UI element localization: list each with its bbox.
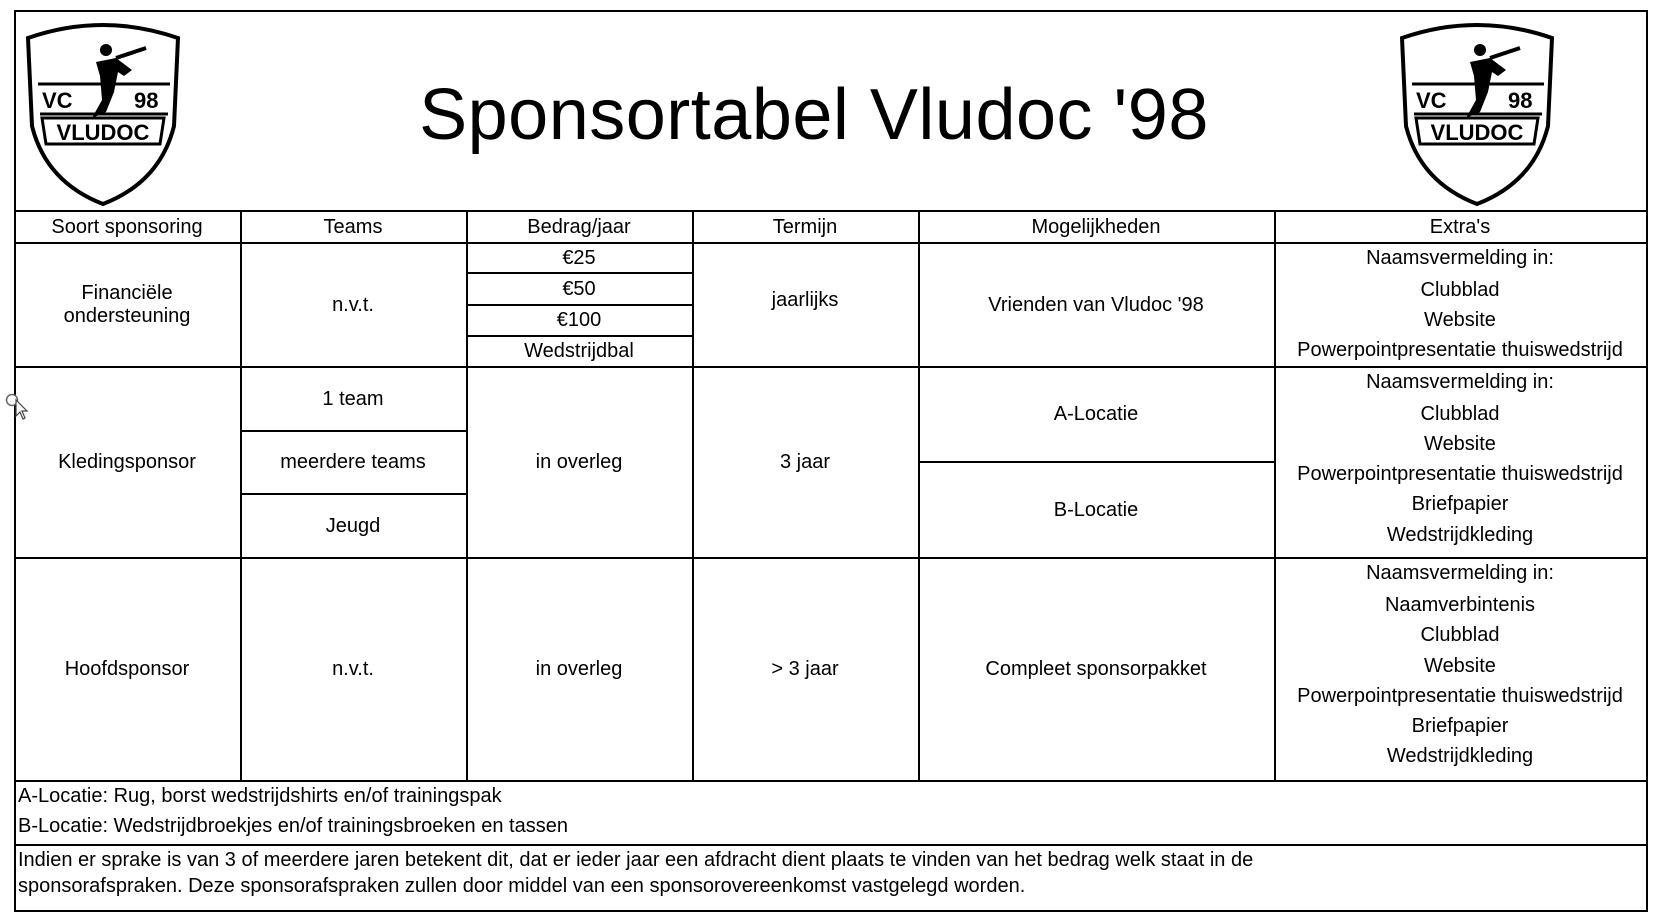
amount-cell: Wedstrijdbal — [524, 340, 634, 362]
header-teams: Teams — [323, 215, 383, 238]
extras-item: Naamsvermelding in: — [1366, 561, 1554, 584]
row-clothing-term: 3 jaar — [779, 451, 831, 473]
row-financial-teams: n.v.t. — [332, 293, 374, 316]
row-financial-term: jaarlijks — [771, 288, 839, 311]
extras-item: Briefpapier — [1411, 714, 1509, 737]
logo-text: VC — [42, 88, 73, 113]
extras-item: Website — [1424, 308, 1496, 331]
logo-text: VLUDOC — [56, 120, 150, 145]
row-financial-type: Financiële ondersteuning — [63, 282, 191, 327]
row-main-options: Compleet sponsorpakket — [985, 658, 1207, 680]
extras-item: Briefpapier — [1411, 492, 1509, 515]
option-cell: B-Locatie — [1053, 498, 1139, 521]
logo-text: 98 — [1508, 88, 1533, 113]
option-cell: A-Locatie — [1053, 403, 1139, 425]
row-financial-options: Vrienden van Vludoc '98 — [988, 293, 1204, 316]
team-cell: 1 team — [322, 387, 384, 410]
header-extras: Extra's — [1429, 215, 1491, 238]
amount-cell: €25 — [562, 246, 596, 269]
mouse-cursor-icon — [4, 392, 30, 420]
extras-item: Clubblad — [1420, 623, 1500, 646]
logo-text: VLUDOC — [1430, 120, 1524, 145]
extras-item: Website — [1424, 432, 1496, 455]
extras-item: Wedstrijdkleding — [1386, 523, 1534, 546]
row-clothing-type: Kledingsponsor — [58, 451, 196, 473]
header-bedrag: Bedrag/jaar — [527, 215, 631, 238]
club-logo-right — [1394, 14, 1560, 210]
note-a-location: A-Locatie: Rug, borst wedstrijdshirts en/of trainingspak — [18, 785, 502, 807]
team-cell: Jeugd — [325, 514, 381, 537]
header-mogelijkheden: Mogelijkheden — [1031, 215, 1161, 238]
team-cell: meerdere teams — [280, 451, 426, 473]
logo-text: VC — [1416, 88, 1447, 113]
sponsor-table-sheet — [14, 10, 1646, 910]
row-main-type: Hoofdsponsor — [64, 658, 190, 680]
extras-item: Powerpointpresentatie thuiswedstrijd — [1297, 462, 1623, 485]
footer-note-line: sponsorafspraken. Deze sponsorafspraken zullen door middel van een sponsorovereenkomst vastgelegd worden. — [18, 875, 1026, 897]
amount-cell: €100 — [556, 309, 602, 331]
extras-item: Naamsvermelding in: — [1366, 246, 1554, 269]
row-main-teams: n.v.t. — [332, 658, 374, 680]
header-termijn: Termijn — [772, 215, 838, 238]
amount-cell: €50 — [562, 277, 596, 300]
row-main-amount: in overleg — [535, 658, 623, 680]
club-logo-left — [20, 14, 186, 210]
extras-item: Website — [1424, 654, 1496, 677]
extras-item: Clubblad — [1420, 278, 1500, 301]
extras-item: Wedstrijdkleding — [1386, 744, 1534, 767]
note-b-location: B-Locatie: Wedstrijdbroekjes en/of trainingsbroeken en tassen — [18, 815, 568, 837]
page-title: Sponsortabel Vludoc '98 — [419, 75, 1209, 155]
extras-item: Powerpointpresentatie thuiswedstrijd — [1297, 338, 1623, 361]
extras-item: Naamverbintenis — [1384, 593, 1536, 616]
extras-item: Clubblad — [1420, 402, 1500, 425]
logo-text: 98 — [134, 88, 159, 113]
row-main-term: > 3 jaar — [771, 658, 839, 680]
extras-item: Naamsvermelding in: — [1366, 370, 1554, 393]
extras-item: Powerpointpresentatie thuiswedstrijd — [1297, 684, 1623, 707]
row-clothing-amount: in overleg — [535, 451, 623, 473]
footer-note-line: Indien er sprake is van 3 of meerdere jaren betekent dit, dat er ieder jaar een afdracht dient plaats te vinden van het bedrag welk staat in de — [18, 849, 1254, 871]
header-soort-sponsoring: Soort sponsoring — [51, 215, 203, 238]
